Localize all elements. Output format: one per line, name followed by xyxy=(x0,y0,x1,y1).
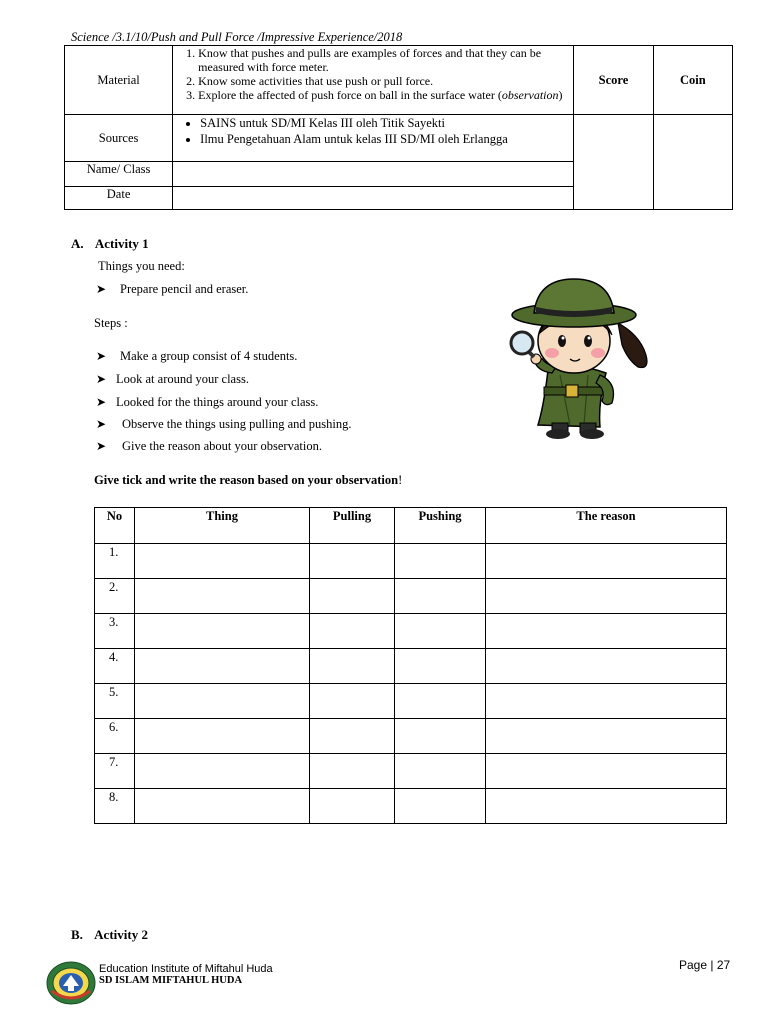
col-header-reason: The reason xyxy=(486,508,727,544)
pulling-cell[interactable] xyxy=(310,719,395,754)
score-header: Score xyxy=(574,46,653,115)
step-text: Looked for the things around your class. xyxy=(116,395,319,409)
pulling-cell[interactable] xyxy=(310,614,395,649)
thing-cell[interactable] xyxy=(135,789,310,824)
material-item-note: observation xyxy=(501,88,559,102)
pulling-cell[interactable] xyxy=(310,544,395,579)
page-label: Page | xyxy=(679,958,714,972)
reason-cell[interactable] xyxy=(486,754,727,789)
thing-cell[interactable] xyxy=(135,544,310,579)
footer-school: SD ISLAM MIFTAHUL HUDA xyxy=(99,975,243,986)
reason-cell[interactable] xyxy=(486,789,727,824)
table-row xyxy=(95,684,727,719)
activity2-letter: B. xyxy=(71,927,83,942)
pulling-cell[interactable] xyxy=(310,754,395,789)
date-field[interactable] xyxy=(173,187,574,210)
activity2-title: Activity 2 xyxy=(94,927,148,942)
table-row xyxy=(95,754,727,789)
material-item: 3. Explore the affected of push force on ball in the surface water (observation) xyxy=(198,88,573,102)
step-item xyxy=(96,395,318,410)
pushing-cell[interactable] xyxy=(395,684,486,719)
material-item-text: Explore the affected of push force on ball in the surface water xyxy=(198,88,495,102)
step-item xyxy=(96,417,352,432)
name-class-field[interactable] xyxy=(173,162,574,187)
footer-institute: Education Institute of Miftahul Huda xyxy=(99,963,273,975)
arrow-bullet-icon: ➤ xyxy=(96,349,107,363)
coin-header: Coin xyxy=(653,46,732,115)
thing-cell[interactable] xyxy=(135,614,310,649)
score-box[interactable] xyxy=(574,115,653,210)
sources-cell xyxy=(173,115,574,162)
coin-box[interactable] xyxy=(653,115,732,210)
activity1-letter: A. xyxy=(71,236,84,251)
things-label: Things you need: xyxy=(98,259,185,273)
table-header-row xyxy=(95,508,727,544)
reason-cell[interactable] xyxy=(486,579,727,614)
school-logo xyxy=(46,961,96,1005)
row-number: 5. xyxy=(95,684,135,719)
instruction-end: ! xyxy=(398,473,403,487)
material-item: 2. Know some activities that use push or pull force. xyxy=(198,74,573,88)
step-text: Look at around your class. xyxy=(116,372,249,386)
instruction-text: Give tick and write the reason based on your observation xyxy=(94,473,399,487)
pushing-cell[interactable] xyxy=(395,754,486,789)
step-item xyxy=(96,439,322,454)
pushing-cell[interactable] xyxy=(395,614,486,649)
thing-cell[interactable] xyxy=(135,754,310,789)
page-number xyxy=(679,958,730,972)
date-label: Date xyxy=(65,187,173,210)
row-number: 8. xyxy=(95,789,135,824)
source-item: • SAINS untuk SD/MI Kelas III oleh Titik Sayekti xyxy=(200,115,573,131)
arrow-bullet-icon: ➤ xyxy=(96,372,107,386)
activity1-heading xyxy=(71,236,149,252)
pulling-cell[interactable] xyxy=(310,649,395,684)
col-header-thing: Thing xyxy=(135,508,310,544)
thing-cell[interactable] xyxy=(135,649,310,684)
arrow-bullet-icon: ➤ xyxy=(96,417,107,431)
table-row xyxy=(95,544,727,579)
step-text: Make a group consist of 4 students. xyxy=(120,349,298,363)
step-text: Observe the things using pulling and pushing. xyxy=(122,417,352,431)
table-row xyxy=(95,789,727,824)
activity1-title: Activity 1 xyxy=(94,236,149,251)
source-item: • Ilmu Pengetahuan Alam untuk kelas III SD/MI oleh Erlangga xyxy=(200,131,573,147)
pushing-cell[interactable] xyxy=(395,544,486,579)
step-item xyxy=(96,372,249,387)
pushing-cell[interactable] xyxy=(395,789,486,824)
thing-cell[interactable] xyxy=(135,579,310,614)
material-list xyxy=(173,46,573,102)
table-row xyxy=(95,649,727,684)
activity2-heading xyxy=(71,927,148,943)
detective-illustration xyxy=(500,275,655,440)
pulling-cell[interactable] xyxy=(310,579,395,614)
reason-cell[interactable] xyxy=(486,544,727,579)
material-label: Material xyxy=(65,46,173,115)
table-row xyxy=(95,614,727,649)
table-row xyxy=(95,719,727,754)
info-table xyxy=(64,45,733,210)
material-cell xyxy=(173,46,574,115)
reason-cell[interactable] xyxy=(486,614,727,649)
things-item-text: Prepare pencil and eraser. xyxy=(120,282,249,296)
material-item: 1. Know that pushes and pulls are examples of forces and that they can be measured with force meter. xyxy=(198,46,573,74)
pulling-cell[interactable] xyxy=(310,789,395,824)
thing-cell[interactable] xyxy=(135,684,310,719)
things-item xyxy=(96,282,248,297)
sources-list xyxy=(173,115,573,147)
arrow-bullet-icon: ➤ xyxy=(96,282,107,296)
row-number: 3. xyxy=(95,614,135,649)
reason-cell[interactable] xyxy=(486,719,727,754)
thing-cell[interactable] xyxy=(135,719,310,754)
observation-instruction xyxy=(94,473,402,488)
row-number: 7. xyxy=(95,754,135,789)
col-header-pulling: Pulling xyxy=(310,508,395,544)
steps-label: Steps : xyxy=(94,316,128,330)
row-number: 4. xyxy=(95,649,135,684)
step-item xyxy=(96,349,297,364)
reason-cell[interactable] xyxy=(486,684,727,719)
observation-table xyxy=(94,507,727,824)
document-header: Science /3.1/10/Push and Pull Force /Impressive Experience/2018 xyxy=(71,30,403,44)
row-number: 1. xyxy=(95,544,135,579)
row-number: 2. xyxy=(95,579,135,614)
page-value: 27 xyxy=(716,958,731,972)
arrow-bullet-icon: ➤ xyxy=(96,439,107,453)
step-text: Give the reason about your observation. xyxy=(122,439,322,453)
row-number: 6. xyxy=(95,719,135,754)
arrow-bullet-icon: ➤ xyxy=(96,395,107,409)
table-row xyxy=(95,579,727,614)
name-class-label: Name/ Class xyxy=(65,162,173,187)
pushing-cell[interactable] xyxy=(395,579,486,614)
reason-cell[interactable] xyxy=(486,649,727,684)
pulling-cell[interactable] xyxy=(310,684,395,719)
col-header-pushing: Pushing xyxy=(395,508,486,544)
pushing-cell[interactable] xyxy=(395,649,486,684)
col-header-no: No xyxy=(95,508,135,544)
pushing-cell[interactable] xyxy=(395,719,486,754)
sources-label: Sources xyxy=(65,115,173,162)
